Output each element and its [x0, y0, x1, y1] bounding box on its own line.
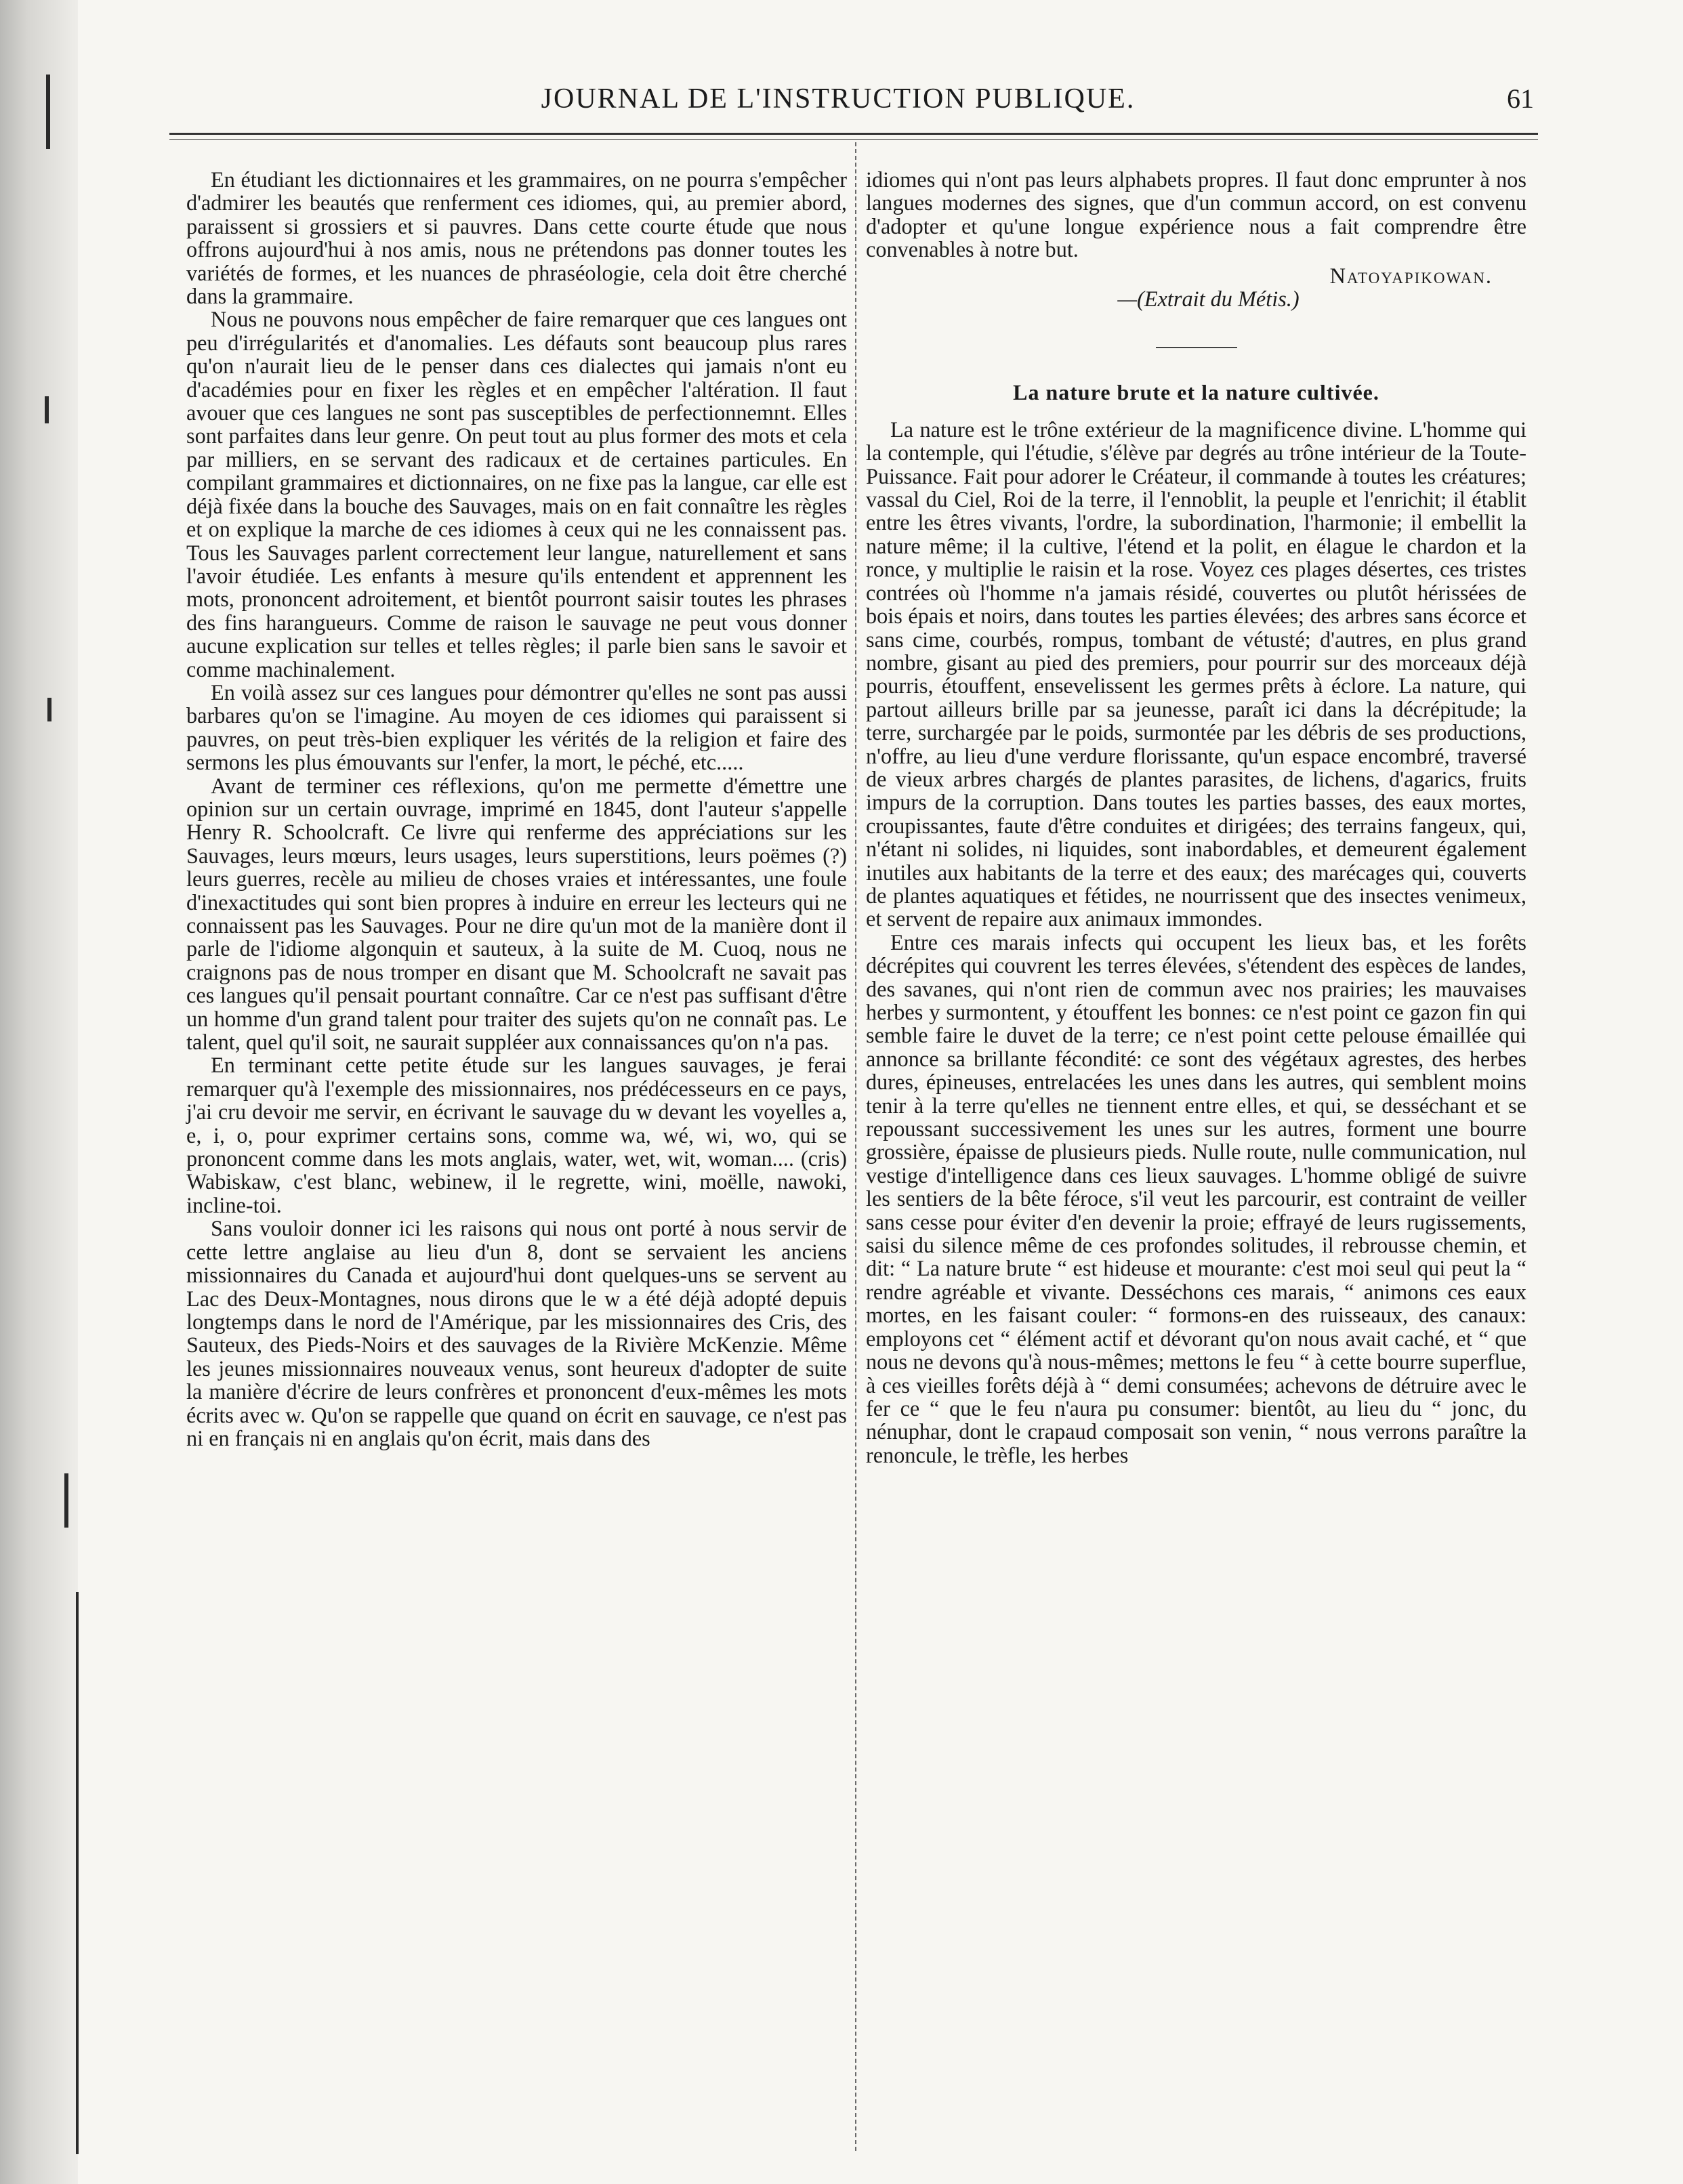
right-column [866, 168, 1526, 1467]
binding-mark [76, 1592, 79, 2154]
binding-mark [47, 698, 51, 721]
paragraph: Avant de terminer ces réflexions, qu'on me permette d'émettre une opinion sur un certain ouvrage, imprimé en 1845, dont l'auteur s'appelle Henry R. Schoolcraft. Ce livre qui renferme des appréciations sur les Sauvages, leurs mœurs, leurs usages, leurs superstitions, leurs poëmes (?) leurs guerres, recèle au milieu de choses vraies et intéressantes, une foule d'inexactitudes qui sont bien propres à induire en erreur les lecteurs qui ne connaissent pas les Sauvages. Pour ne dire qu'un mot de la manière dont il parle de l'idiome algonquin et sauteux, à la suite de M. Cuoq, nous ne craignons pas de nous tromper en disant que M. Schoolcraft ne savait pas ces langues qu'il pensait pourtant connaître. Car ce n'est pas suffisant d'être un homme d'un grand talent pour traiter des sujets qu'on ne connaît pas. Le talent, quel qu'il soit, ne saurait suppléer aux connaissances qu'on n'a pas. [186, 773, 847, 1055]
paragraph: Entre ces marais infects qui occupent les lieux bas, et les forêts décrépites qui couvrent les terres élevées, s'étendent des espèces de landes, des savanes, qui n'ont rien de commun avec nos prairies; les mauvaises herbes y surmontent, y étouffent les bonnes: ce n'est point ce gazon fin qui semble faire le duvet de la terre; ce n'est point cette pelouse émaillée qui annonce sa brillante fécondité: ce sont des végétaux agrestes, des herbes dures, épineuses, entrelacées les unes dans les autres, qui semblent moins tenir à la terre qu'elles ne tiennent entre elles, et qui, se desséchant et se repoussant successivement les unes sur les autres, forment une bourre grossière, épaisse de plusieurs pieds. Nulle route, nulle communication, nul vestige d'intelligence dans ces lieux sauvages. L'homme obligé de suivre les sentiers de la bête féroce, s'il veut les parcourir, est contraint de veiller sans cesse pour éviter d'en devenir la proie; effrayé de leurs rugissements, saisi du silence même de ces profondes solitudes, il rebrousse chemin, et dit: “ La nature brute “ est hideuse et mourante: c'est moi seul qui peut la “ rendre agréable et vivante. Desséchons ces marais, “ animons ces eaux mortes, en les faisant couler: “ formons-en des ruisseaux, des canaux: employons cet “ élément actif et dévorant qu'on nous avait caché, et “ que nous ne devons qu'à nous-mêmes; mettons le feu “ à cette bourre superflue, à ces vieilles forêts déjà à “ demi consumées; achevons de détruire avec le fer ce “ que le feu n'aura pu consumer: bientôt, au lieu du “ jonc, du nénuphar, dont le crapaud composait son venin, “ nous verrons paraître la renoncule, le trèfle, les herbes [866, 929, 1526, 1467]
paragraph: En étudiant les dictionnaires et les grammaires, on ne pourra s'empêcher d'admirer les beautés que renferment ces idiomes, qui, au premier abord, paraissent si grossiers et si pauvres. Dans cette courte étude que nous offrons aujourd'hui à nos amis, nous ne prétendons pas donner toutes les variétés de formes, et les nuances de phraséologie, cela doit être cherché dans la grammaire. [186, 167, 847, 309]
paragraph: En terminant cette petite étude sur les langues sauvages, je ferai remarquer qu'à l'exemple des missionnaires, nos prédécesseurs en ce pays, j'ai cru devoir me servir, en écrivant le sauvage du w devant les voyelles a, e, i, o, pour exprimer certains sons, comme wa, wé, wi, wo, qui se prononcent comme dans les mots anglais, water, wet, wit, woman.... (cris) Wabiskaw, c'est blanc, webinew, il le regrette, wini, moëlle, nawoki, incline-toi. [186, 1053, 847, 1217]
author-signature: Natoyapikowan. [1329, 263, 1493, 288]
paragraph: La nature est le trône extérieur de la magnificence divine. L'homme qui la contemple, qui l'étudie, s'élève par degrés au trône intérieur de la Toute-Puissance. Fait pour adorer le Créateur, il commande à toutes les créatures; vassal du Ciel, Roi de la terre, il l'ennoblit, la peuple et l'enrichit; il établit entre les êtres vivants, l'ordre, la subordination, l'harmonie; il embellit la nature même; il la cultive, l'étend et la polit, en élague le chardon et la ronce, y multiplie le raisin et la rose. Voyez ces plages désertes, ces tristes contrées où l'homme n'a jamais résidé, couvertes ou plutôt hérissées de bois épais et noirs, dans toutes les parties élevées; des arbres sans écorce et sans cime, courbés, rompus, tombant de vétusté; d'autres, en plus grand nombre, gisant au pied des premiers, pour pourrir sur des morceaux déjà pourris, étouffent, ensevelissent les germes prêts à éclore. La nature, qui partout ailleurs brille par sa jeunesse, paraît ici dans la décrépitude; la terre, surchargée par le poids, surmontée par les débris de ses productions, n'offre, au lieu d'une verdure florissante, qu'un espace encombré, traversé de vieux arbres chargés de plantes parasites, de lichens, d'agarics, fruits impurs de la corruption. Dans toutes les parties basses, des eaux mortes, croupissantes, faute d'être conduites et dirigées; des terrains fangeux, qui, n'étant ni solides, ni liquides, sont inabordables, et demeurent également inutiles aux habitants de la terre et des eaux; des marécages qui, couverts de plantes aquatiques et fétides, ne nourrissent que des insectes venimeux, et servent de repaire aux animaux immondes. [866, 417, 1526, 931]
paragraph: Nous ne pouvons nous empêcher de faire remarquer que ces langues ont peu d'irrégularités et d'anomalies. Les défauts sont beaucoup plus rares qu'on n'aurait lieu de le penser dans ces dialectes qui jamais n'ont eu d'académies pour en fixer les règles et en empêcher l'altération. Il faut avouer que ces langues ne sont pas susceptibles de perfectionnemnt. Elles sont parfaites dans leur genre. On peut tout au plus former des mots et cela par milliers, en se servant des radicaux et de certaines particules. En compilant grammaires et dictionnaires, on ne fixe pas la langue, car elle est déjà fixée dans la bouche des Sauvages, mais on en fait connaître les règles et on explique la marche de ces idiomes à ceux qui ne les connaissent pas. Tous les Sauvages parlent correctement leur langue, naturellement et sans l'avoir étudiée. Les enfants à mesure qu'ils entendent et apprennent les mots, prononcent adroitement, et bientôt pourront saisir toutes les phrases des fins harangueurs. Comme de raison le sauvage ne peut vous donner aucune explication sur telles et telles règles; il parle bien sans le savoir et comme machinalement. [186, 307, 847, 681]
paragraph-continuation: idiomes qui n'ont pas leurs alphabets propres. Il faut donc emprunter à nos langues modernes des signes, que d'un commun accord, on est convenu d'adopter et qu'une longue expérience nous a fait comprendre être convenables à notre but. [866, 167, 1526, 262]
left-column [186, 168, 847, 1450]
journal-title: JOURNAL DE L'INSTRUCTION PUBLIQUE. [541, 83, 1136, 114]
section-divider [1156, 347, 1237, 348]
binding-mark [64, 1473, 68, 1528]
paragraph: En voilà assez sur ces langues pour démontrer qu'elles ne sont pas aussi barbares qu'on se l'imagine. Au moyen de ces idiomes qui paraissent si pauvres, on peut très-bien expliquer les vérités de la religion et faire des sermons les plus émouvants sur l'enfer, la mort, le péché, etc..... [186, 679, 847, 775]
binding-mark [46, 75, 50, 149]
source-note: —(Extrait du Métis.) [1117, 287, 1300, 312]
column-divider [855, 142, 856, 2151]
paragraph: Sans vouloir donner ici les raisons qui nous ont porté à nous servir de cette lettre anglaise au lieu d'un 8, dont se servaient les anciens missionnaires du Canada et aujourd'hui dont quelques-uns se servent au Lac des Deux-Montagnes, nous dirons que le w a été déjà adopté depuis longtemps dans le nord de l'Amérique, par les missionnaires des Cris, des Sauteux, des Pieds-Noirs et des sauvages de la Rivière McKenzie. Même les jeunes missionnaires nouveaux venus, sont heureux d'adopter de suite la manière d'écrire de leurs confrères et prononcent d'eux-mêmes les mots écrits avec w. Qu'on se rappelle que quand on écrit en sauvage, ce n'est pas ni en français ni en anglais qu'on écrit, mais dans des [186, 1216, 847, 1450]
page-header [169, 83, 1534, 123]
binding-gutter [0, 0, 78, 2184]
article-title: La nature brute et la nature cultivée. [1013, 380, 1379, 405]
page-number: 61 [1507, 83, 1534, 114]
binding-mark [45, 396, 49, 423]
header-rule [169, 133, 1538, 135]
header-rule-thin [169, 139, 1538, 140]
